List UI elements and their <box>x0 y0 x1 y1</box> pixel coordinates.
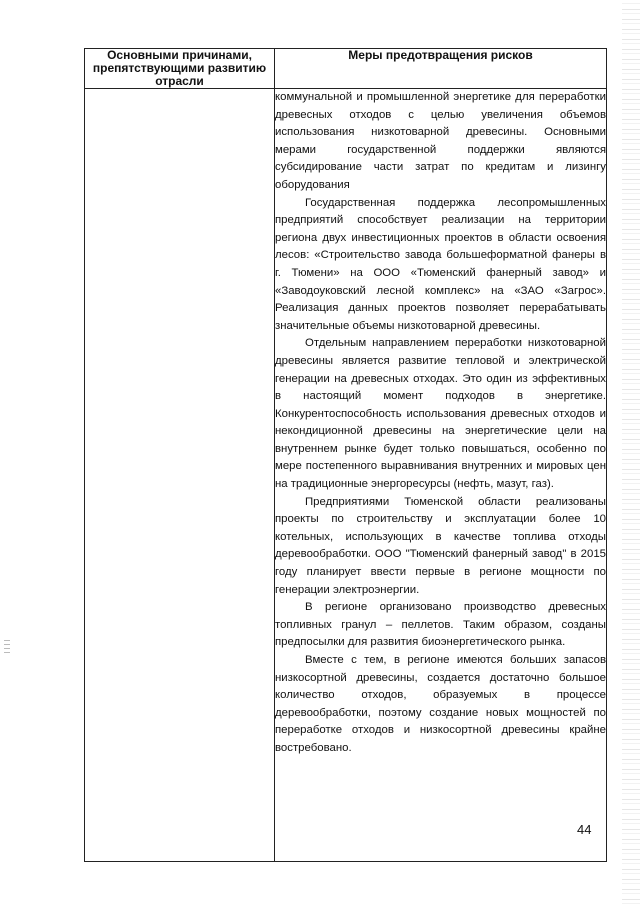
measures-paragraph: Предприятиями Тюменской области реализованы проекты по строительству и эксплуатации более 10 котельных, использующих в качестве топлива отходы деревообработки. ООО "Тюменский фанерный завод" в 2015 году планирует ввести первые в регионе мощности по генерации электроэнергии. <box>275 495 606 596</box>
measures-cell <box>275 89 607 862</box>
measures-paragraph: коммунальной и промышленной энергетике для переработки древесных отходов с целью увеличения объемов использования низкотоварной древесины. Основными мерами государственной поддержки являются субсидирование части затрат по кредитам и лизингу оборудования <box>275 91 606 191</box>
risk-table <box>84 48 607 862</box>
header-measures: Меры предотвращения рисков <box>275 49 607 89</box>
page-number: 44 <box>577 822 592 837</box>
causes-cell <box>85 89 275 862</box>
table-header-row <box>85 49 607 89</box>
scan-edge-artifact <box>622 0 640 905</box>
measures-paragraph: Вместе с тем, в регионе имеются больших запасов низкосортной древесины, создается достаточно большое количество отходов, образуемых в процессе деревообработки, поэтому создание новых мощностей по переработке отходов и низкосортной древесины крайне востребовано. <box>275 654 606 754</box>
measures-paragraph: В регионе организовано производство древесных топливных гранул – пеллетов. Таким образом, созданы предпосылки для развития биоэнергетического рынка. <box>275 601 606 649</box>
table-row <box>85 89 607 862</box>
header-causes: Основными причинами, препятствующими развитию отрасли <box>85 49 275 89</box>
measures-paragraph: Государственная поддержка лесопромышленных предприятий способствует реализации на территории региона двух инвестиционных проектов в области освоения лесов: «Строительство завода большеформатной фанеры в г. Тюмени» на ООО «Тюменский фанерный завод» и «Заводоуковский лесной комплекс» на «ЗАО «Загрос». Реализация данных проектов позволяет перерабатывать значительные объемы низкотоварной древесины. <box>275 196 606 332</box>
scan-mark-artifact <box>4 640 10 654</box>
measures-paragraph: Отдельным направлением переработки низкотоварной древесины является развитие тепловой и электрической генерации на древесных отходах. Это один из эффективных в настоящий момент подходов в энергетике. Конкурентоспособность использования древесных отходов и некондиционной древесины на энергетические цели на внутреннем рынке будет только повышаться, особенно по мере постепенного выравнивания внутренних и мировых цен на традиционные энергоресурсы (нефть, мазут, газ). <box>275 337 606 491</box>
